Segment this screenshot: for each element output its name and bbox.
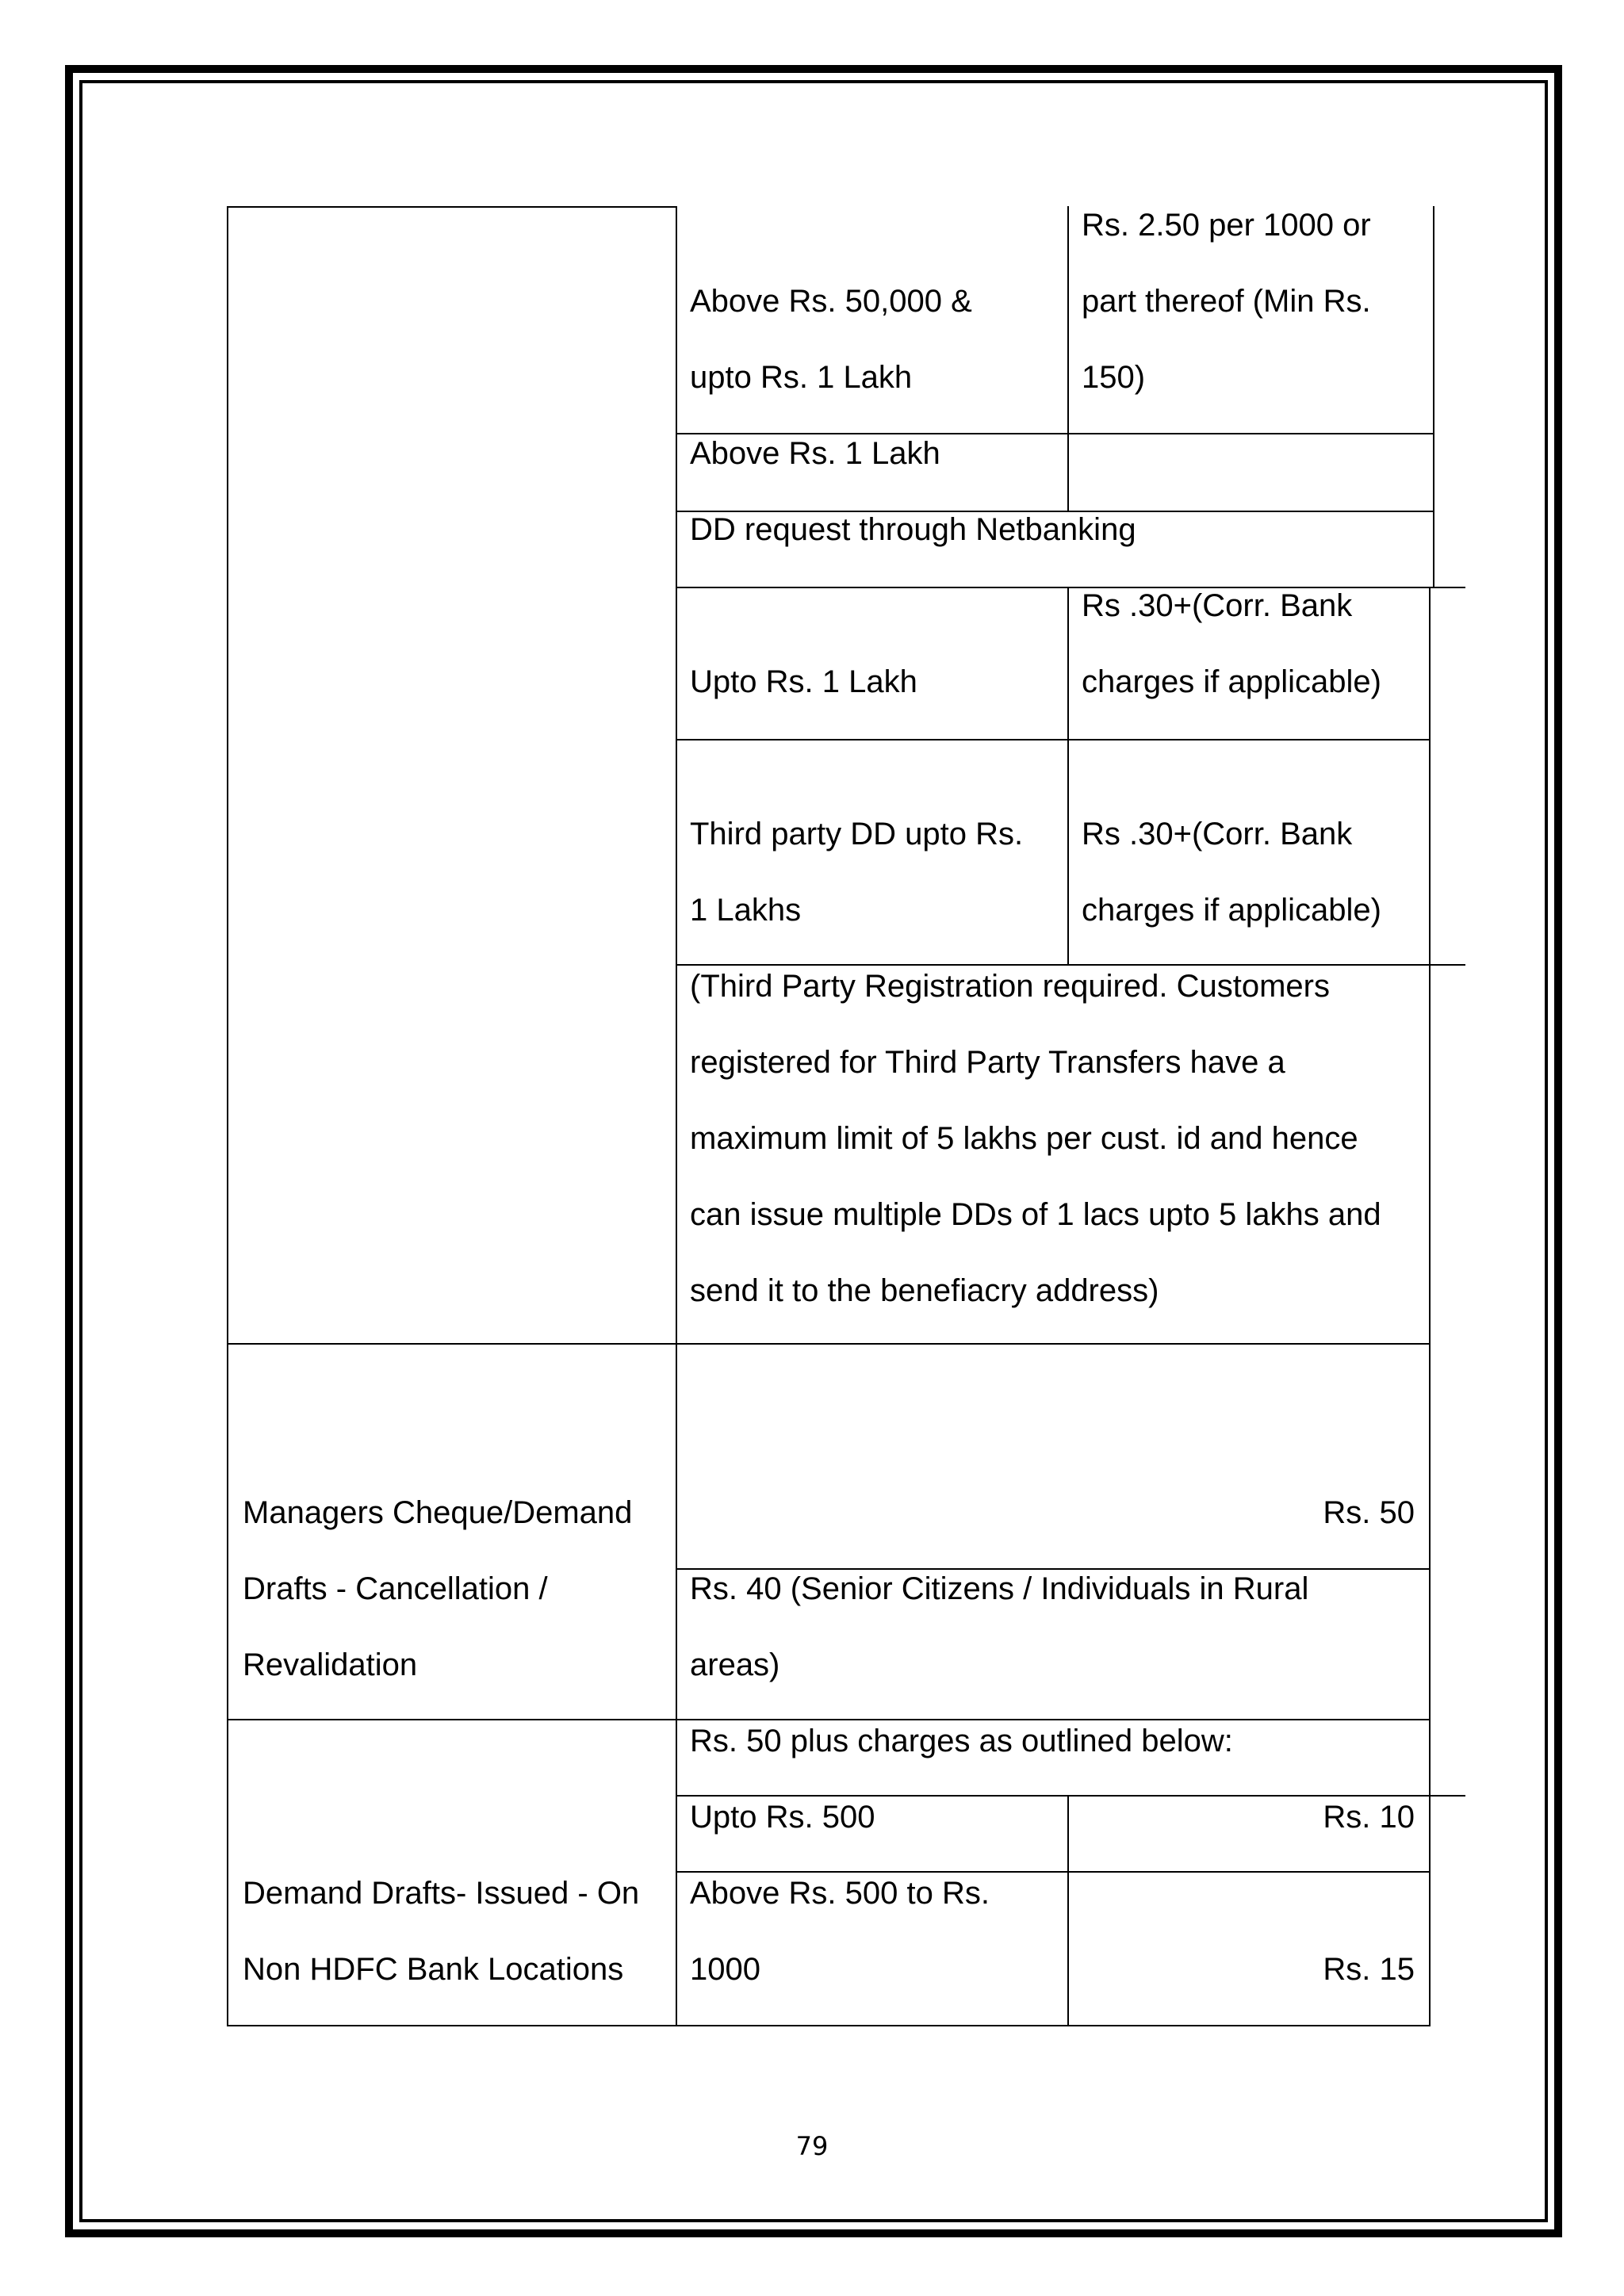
cell-charge: Rs. 10 bbox=[1323, 1800, 1415, 1835]
cell-label: Upto Rs. 500 bbox=[690, 1800, 875, 1835]
note-line: (Third Party Registration required. Customers bbox=[690, 969, 1330, 1004]
cell-charge: Rs. 15 bbox=[1323, 1952, 1415, 1987]
service-name-line: Drafts - Cancellation / bbox=[243, 1571, 548, 1606]
service-name-line: Non HDFC Bank Locations bbox=[243, 1952, 624, 1987]
cell-label-line: upto Rs. 1 Lakh bbox=[690, 360, 913, 395]
cell-label-line: Third party DD upto Rs. bbox=[690, 817, 1024, 851]
note-line: registered for Third Party Transfers have a bbox=[690, 1045, 1285, 1080]
note-line: send it to the benefiacry address) bbox=[690, 1273, 1159, 1308]
table-left-rule bbox=[227, 206, 228, 2026]
charge-col-rule-3 bbox=[1067, 1795, 1069, 2026]
table-right-rule-top bbox=[1433, 206, 1434, 588]
page-number: 79 bbox=[795, 2131, 829, 2161]
service-name-line: Managers Cheque/Demand bbox=[243, 1495, 633, 1530]
row-rule bbox=[676, 739, 1431, 740]
note-line: can issue multiple DDs of 1 lacs upto 5 lakhs and bbox=[690, 1197, 1381, 1232]
note-line: maximum limit of 5 lakhs per cust. id and hence bbox=[690, 1121, 1358, 1156]
cell-charge-line: charges if applicable) bbox=[1082, 664, 1381, 699]
concession-line: areas) bbox=[690, 1647, 780, 1682]
cell-charge-line: Rs .30+(Corr. Bank bbox=[1082, 817, 1353, 851]
cell-label-line: Above Rs. 500 to Rs. bbox=[690, 1876, 990, 1911]
cell-label-line: 1 Lakhs bbox=[690, 893, 802, 928]
cell-charge: Rs. 50 bbox=[1323, 1495, 1415, 1530]
row-rule bbox=[227, 2025, 1431, 2026]
cell-label-line: 1000 bbox=[690, 1952, 760, 1987]
service-name-line: Demand Drafts- Issued - On bbox=[243, 1876, 640, 1911]
cell-charge-line: part thereof (Min Rs. bbox=[1082, 284, 1371, 319]
cell-charge-line: 150) bbox=[1082, 360, 1146, 395]
section-heading: DD request through Netbanking bbox=[690, 512, 1136, 547]
charge-col-rule-2 bbox=[1067, 588, 1069, 966]
table-right-rule bbox=[1429, 588, 1431, 2026]
row-rule bbox=[227, 206, 677, 208]
cell-charge-line: Rs. 2.50 per 1000 or bbox=[1082, 208, 1371, 243]
service-name-line: Revalidation bbox=[243, 1647, 418, 1682]
charge-col-rule-1 bbox=[1067, 206, 1069, 512]
row-rule bbox=[227, 1343, 1431, 1345]
cell-label: Above Rs. 1 Lakh bbox=[690, 436, 940, 471]
concession-line: Rs. 40 (Senior Citizens / Individuals in Rural bbox=[690, 1571, 1309, 1606]
cell-text: Rs. 50 plus charges as outlined below: bbox=[690, 1724, 1233, 1758]
cell-label-line: Above Rs. 50,000 & bbox=[690, 284, 972, 319]
cell-label: Upto Rs. 1 Lakh bbox=[690, 664, 917, 699]
table-mid-rule bbox=[676, 206, 677, 2026]
cell-charge-line: charges if applicable) bbox=[1082, 893, 1381, 928]
cell-charge-line: Rs .30+(Corr. Bank bbox=[1082, 588, 1353, 623]
